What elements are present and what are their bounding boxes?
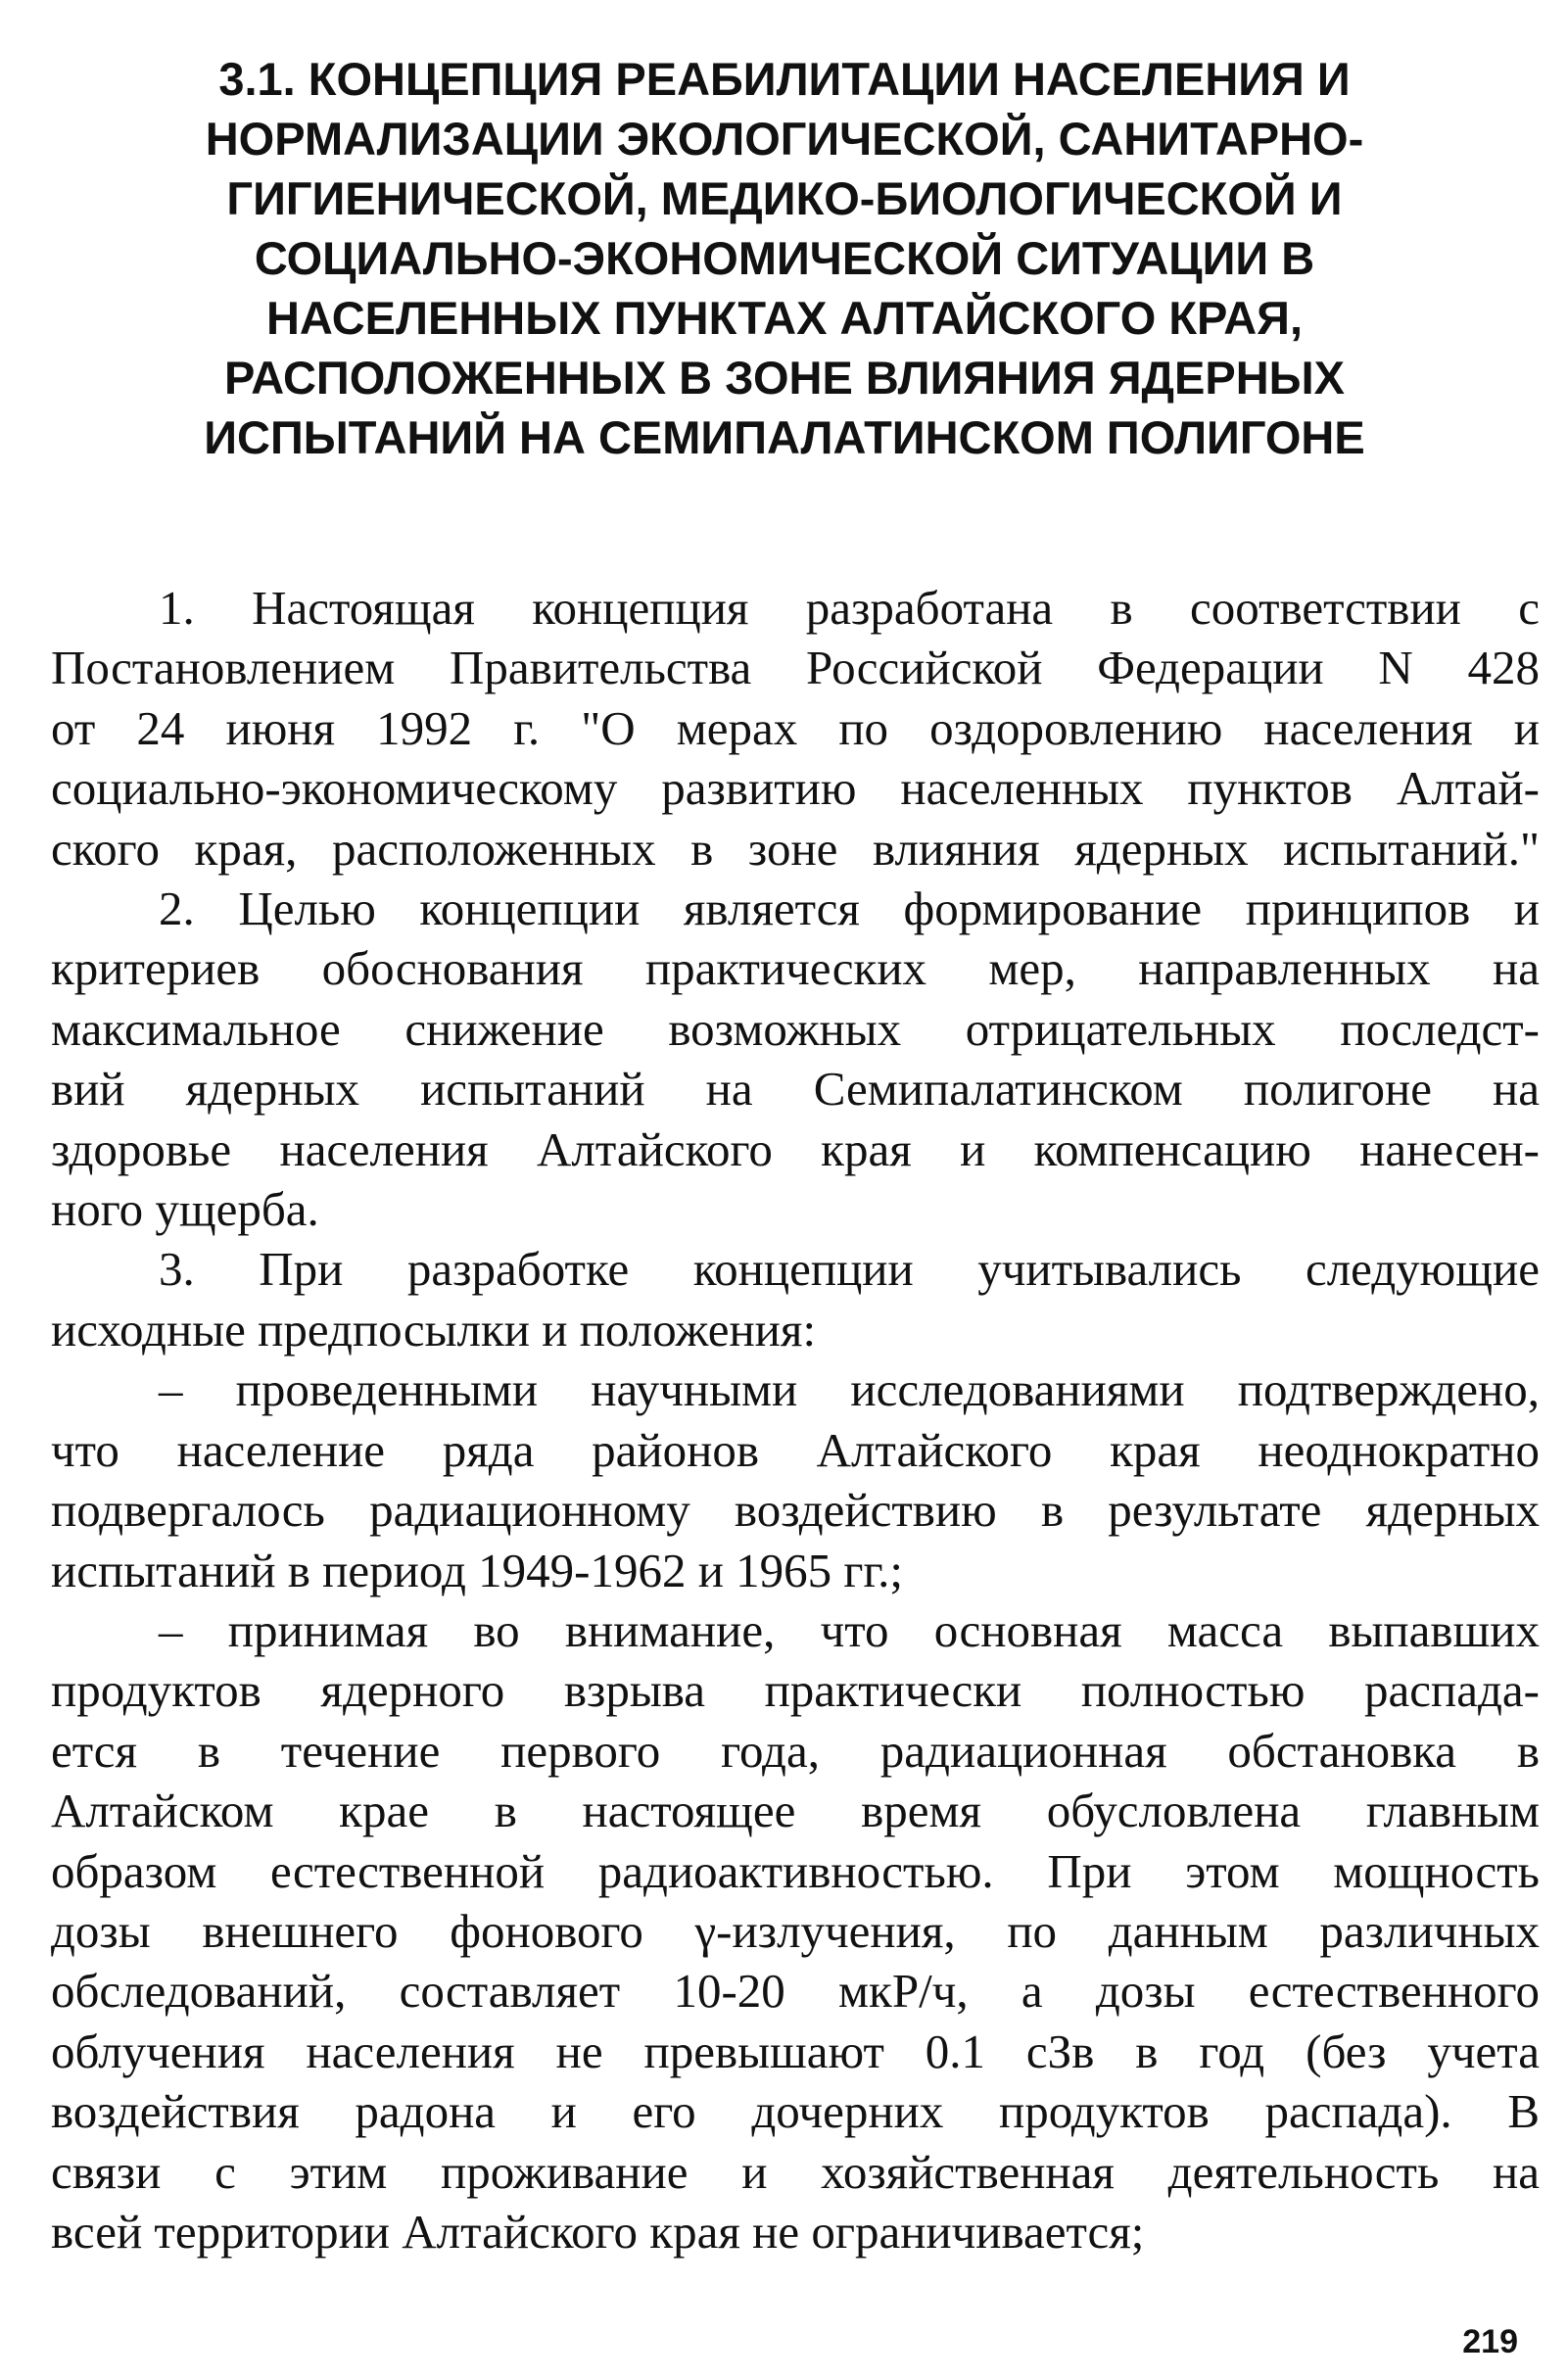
body-line: продуктов ядерного взрыва практически полностью распада- [51,1663,1540,1718]
body-line: воздействия радона и его дочерних продуктов распада). В [51,2084,1540,2139]
heading-line: 3.1. КОНЦЕПЦИЯ РЕАБИЛИТАЦИИ НАСЕЛЕНИЯ И [218,53,1351,105]
body-line: Алтайском крае в настоящее время обусловлена главным [51,1784,1540,1838]
body-line: – проведенными научными исследованиями подтверждено, [159,1362,1540,1417]
heading-line: ИСПЫТАНИЙ НА СЕМИПАЛАТИНСКОМ ПОЛИГОНЕ [204,411,1365,463]
body-line: 2. Целью концепции является формирование принципов и [159,881,1540,936]
body-line: Постановлением Правительства Российской Федерации N 428 [51,641,1540,695]
heading-line: НОРМАЛИЗАЦИИ ЭКОЛОГИЧЕСКОЙ, САНИТАРНО- [205,113,1364,165]
body-line: критериев обоснования практических мер, направленных на [51,941,1540,996]
body-line: ется в течение первого года, радиационная обстановка в [51,1723,1540,1778]
body-line: вий ядерных испытаний на Семипалатинском полигоне на [51,1062,1540,1117]
body-line: исходные предпосылки и положения: [51,1302,817,1357]
body-line: 3. При разработке концепции учитывались следующие [159,1242,1540,1297]
body-line: что население ряда районов Алтайского края неоднократно [51,1422,1540,1477]
body-line: ского края, расположенных в зоне влияния ядерных испытаний." [51,821,1540,876]
body-line: подвергалось радиационному воздействию в результате ядерных [51,1483,1540,1538]
heading-line: РАСПОЛОЖЕННЫХ В ЗОНЕ ВЛИЯНИЯ ЯДЕРНЫХ [223,352,1346,404]
body-line: ного ущерба. [51,1182,319,1237]
body-line: всей территории Алтайского края не ограничивается; [51,2204,1145,2259]
heading-line: СОЦИАЛЬНО-ЭКОНОМИЧЕСКОЙ СИТУАЦИИ В [254,232,1315,284]
heading-line: НАСЕЛЕННЫХ ПУНКТАХ АЛТАЙСКОГО КРАЯ, [265,292,1304,344]
section-heading [55,49,1514,467]
body-line: – принимая во внимание, что основная масса выпавших [159,1602,1540,1657]
heading-line: ГИГИЕНИЧЕСКОЙ, МЕДИКО-БИОЛОГИЧЕСКОЙ И [226,172,1343,224]
body-line: здоровье населения Алтайского края и компенсацию нанесен- [51,1121,1540,1176]
body-line: 1. Настоящая концепция разработана в соответствии с [159,581,1540,635]
body-text [51,578,1540,2261]
body-line: от 24 июня 1992 г. "О мерах по оздоровлению населения и [51,700,1540,755]
body-line: максимальное снижение возможных отрицательных последст- [51,1001,1540,1056]
body-line: связи с этим проживание и хозяйственная деятельность на [51,2144,1540,2199]
body-line: обследований, составляет 10-20 мкР/ч, а дозы естественного [51,1964,1540,2019]
body-line: образом естественной радиоактивностью. При этом мощность [51,1843,1540,1898]
page-number: 219 [1462,2323,1518,2360]
body-line: социально-экономическому развитию населенных пунктов Алтай- [51,761,1540,816]
body-line: испытаний в период 1949-1962 и 1965 гг.; [51,1543,903,1597]
body-line: дозы внешнего фонового γ-излучения, по данным различных [51,1903,1540,1958]
body-line: облучения населения не превышают 0.1 сЗв в год (без учета [51,2023,1540,2078]
